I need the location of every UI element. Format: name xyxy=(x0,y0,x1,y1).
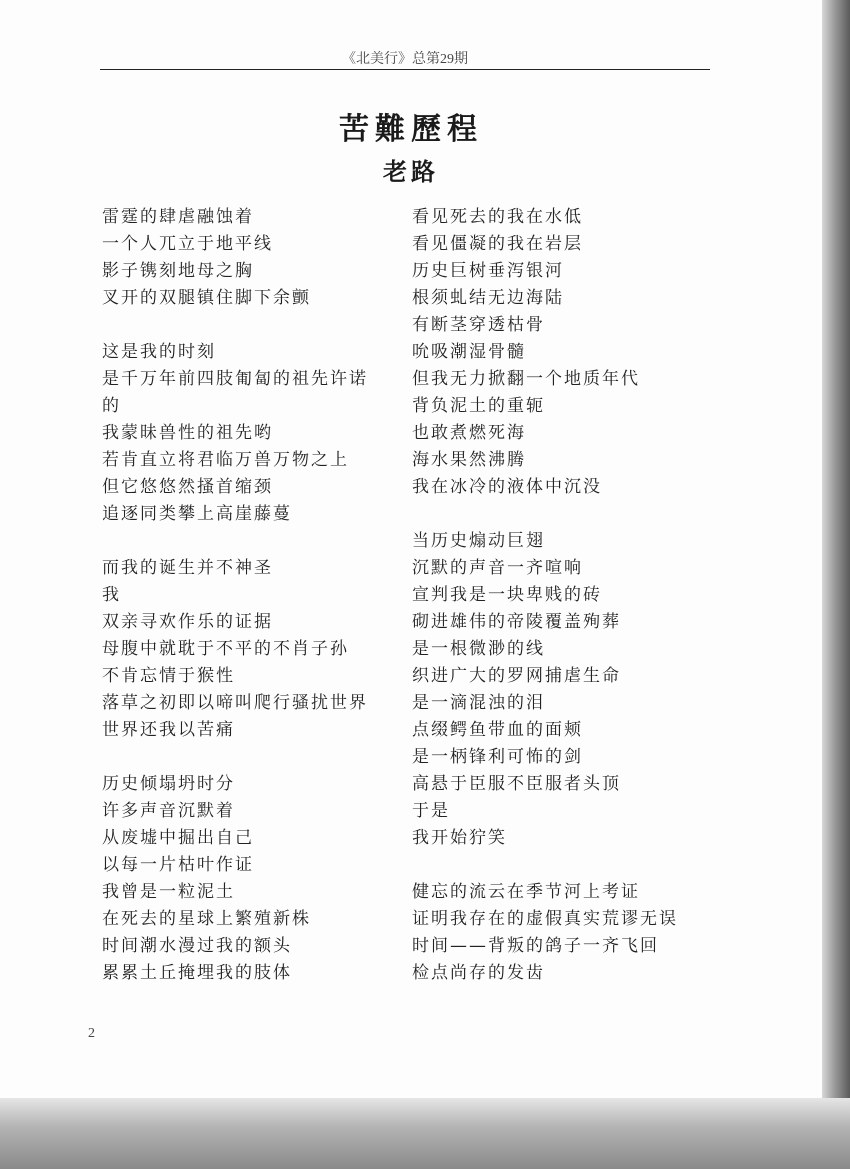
poem-line: 而我的诞生并不神圣 xyxy=(102,558,273,578)
poem-line: 若肯直立将君临万兽万物之上 xyxy=(102,450,349,470)
poem-title: 苦難歷程 xyxy=(339,112,483,147)
poem-line: 我曾是一粒泥土 xyxy=(102,882,235,902)
poem-line: 但我无力掀翻一个地质年代 xyxy=(412,369,640,389)
poem-line: 也敢煮燃死海 xyxy=(412,423,526,443)
poem-line: 点缀鳄鱼带血的面颊 xyxy=(412,720,583,740)
poem-line: 世界还我以苦痛 xyxy=(102,720,235,740)
poem-line: 当历史煽动巨翅 xyxy=(412,531,545,551)
poem-line: 健忘的流云在季节河上考证 xyxy=(412,882,640,902)
poem-line: 以每一片枯叶作证 xyxy=(102,855,254,875)
poem-line: 从废墟中掘出自己 xyxy=(102,828,254,848)
stanza xyxy=(102,204,402,312)
poem-line: 我在冰冷的液体中沉没 xyxy=(412,477,602,497)
poem-line: 叉开的双腿镇住脚下余颤 xyxy=(102,288,311,308)
poem-line: 根须虬结无边海陆 xyxy=(412,288,564,308)
poem-line: 影子镌刻地母之胸 xyxy=(102,261,254,281)
poem-author: 老路 xyxy=(383,158,439,186)
poem-line: 看见死去的我在水低 xyxy=(412,207,583,227)
poem-line: 于是 xyxy=(412,801,450,821)
poem-line: 沉默的声音一齐喧响 xyxy=(412,558,583,578)
poem-line: 历史倾塌坍时分 xyxy=(102,774,235,794)
poem-line: 在死去的星球上繁殖新株 xyxy=(102,909,311,929)
poem-line: 但它悠悠然搔首缩颈 xyxy=(102,477,273,497)
poem-line: 高悬于臣服不臣服者头顶 xyxy=(412,774,621,794)
poem-line: 一个人兀立于地平线 xyxy=(102,234,273,254)
poem-line: 时间——背叛的鸽子一齐飞回 xyxy=(412,936,659,956)
right-column xyxy=(412,204,722,1014)
poem-line: 累累土丘掩埋我的肢体 xyxy=(102,963,292,983)
poem-line: 砌进雄伟的帝陵覆盖殉葬 xyxy=(412,612,621,632)
left-column xyxy=(102,204,402,1014)
poem-line: 追逐同类攀上高崖藤蔓 xyxy=(102,504,292,524)
poem-line: 看见僵凝的我在岩层 xyxy=(412,234,583,254)
poem-line: 有断茎穿透枯骨 xyxy=(412,315,545,335)
poem-line: 证明我存在的虚假真实荒谬无误 xyxy=(412,909,678,929)
poem-line: 时间潮水漫过我的额头 xyxy=(102,936,292,956)
stanza xyxy=(412,204,722,501)
poem-line: 海水果然沸腾 xyxy=(412,450,526,470)
poem-line: 落草之初即以啼叫爬行骚扰世界 xyxy=(102,693,368,713)
poem-line: 是千万年前四肢匍匐的祖先许诺 xyxy=(102,369,368,389)
poem-line: 织进广大的罗网捕虐生命 xyxy=(412,666,621,686)
poem-line: 不肯忘情于猴性 xyxy=(102,666,235,686)
stanza xyxy=(412,528,722,852)
running-head: 《北美行》总第29期 xyxy=(342,52,468,67)
stanza xyxy=(102,771,402,987)
poem-line: 我蒙昧兽性的祖先哟 xyxy=(102,423,273,443)
poem-line: 雷霆的肆虐融蚀着 xyxy=(102,207,254,227)
poem-line: 双亲寻欢作乐的证据 xyxy=(102,612,273,632)
poem-line: 历史巨树垂泻银河 xyxy=(412,261,564,281)
poem-line: 是一柄锋利可怖的剑 xyxy=(412,747,583,767)
stanza xyxy=(102,339,402,528)
poem-line: 检点尚存的发齿 xyxy=(412,963,545,983)
poem-line: 背负泥土的重轭 xyxy=(412,396,545,416)
stanza xyxy=(102,555,402,744)
poem-line: 我开始狞笑 xyxy=(412,828,507,848)
poem-line: 我 xyxy=(102,585,121,605)
poem-line: 这是我的时刻 xyxy=(102,342,216,362)
poem-line: 吮吸潮湿骨髓 xyxy=(412,342,526,362)
scan-edge-right xyxy=(822,0,850,1169)
poem-line: 宣判我是一块卑贱的砖 xyxy=(412,585,602,605)
scan-edge-bottom xyxy=(0,1098,850,1169)
poem-line: 母腹中就耽于不平的不肖子孙 xyxy=(102,639,349,659)
page-number: 2 xyxy=(88,1026,95,1041)
header-rule xyxy=(100,69,710,70)
poem-line: 的 xyxy=(102,396,121,416)
poem-line: 许多声音沉默着 xyxy=(102,801,235,821)
stanza xyxy=(412,879,722,987)
poem-line: 是一滴混浊的泪 xyxy=(412,693,545,713)
poem-line: 是一根微渺的线 xyxy=(412,639,545,659)
